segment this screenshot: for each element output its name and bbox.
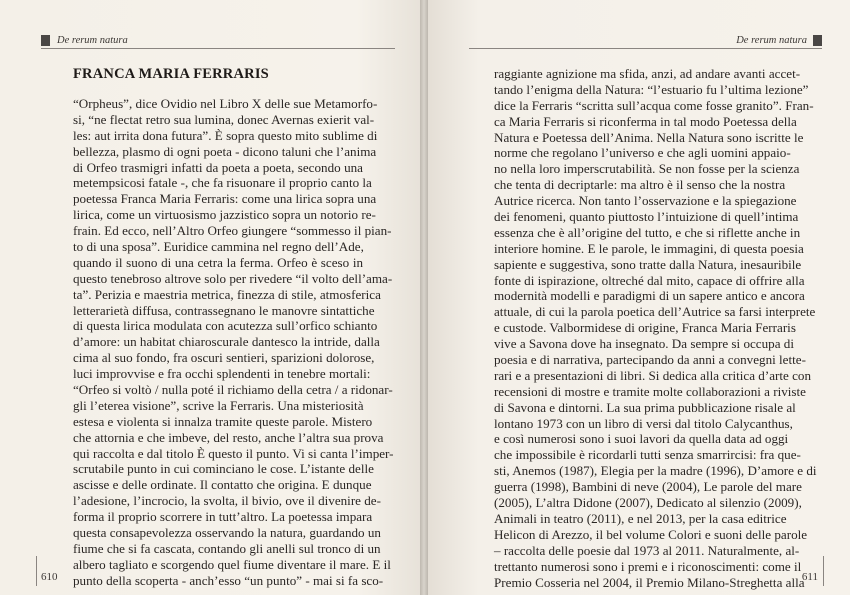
text-line: e custode. Valbormidese di origine, Franca Maria Ferraris [494,320,796,336]
text-line: lontano 1973 con un libro di versi dal titolo Calycanthus, [494,415,793,431]
text-line: punto della scoperta - anch’esso “un punto” - mai si fa sco- [73,572,384,588]
text-line: qui raccolta e dal titolo È questo il punto. Vi si canta l’imper- [73,445,394,461]
text-line: vive a Savona dove ha insegnato. Da sempre si occupa di [494,336,794,352]
text-line: cima al suo fondo, fra oscuri sentieri, sparizioni dolorose, [73,350,375,366]
text-line: questo tenebroso altrove solo per rivedere “il volto dell’ama- [73,270,393,286]
text-line: di Orfeo trasmigri infatti da poeta a poeta, secondo una [73,159,363,175]
text-line: to di una sposa”. Euridice cammina nel regno dell’Ade, [73,239,364,255]
text-line: trettanto numerosi sono i premi e i riconoscimenti: come il [494,558,802,574]
text-line: ta”. Perizia e maestria metrica, finezza di stile, atmosferica [73,286,381,302]
text-line: recensioni di mostre e tramite molte collaborazioni a riviste [494,383,806,399]
text-line: che tenta di decriptarle: ma altro è il senso che la nostra [494,177,786,193]
text-line: guerra (1998), Bambini di neve (2004), Le parole del mare [494,479,802,495]
book-gutter [420,0,428,595]
text-line: dice la Ferraris “scritta sull’acqua come fosse granito”. Fran- [494,97,814,113]
text-line: gli l’eterea visione”, scrive la Ferraris. Una misteriosità [73,397,364,413]
text-line: no nella loro imperscrutabilità. Se non fosse per la scienza [494,161,800,177]
text-line: metempsicosi fatale -, che fa risuonare il proprio canto la [73,175,372,191]
text-line: poesia e di narrativa, partecipando da anni a convegni lette- [494,352,806,368]
text-line: raggiante agnizione ma sfida, anzi, ad andare avanti accet- [494,66,801,81]
text-line: Helicon di Arezzo, il bel volume Colori e suoni delle parole [494,526,808,542]
page-number-left: 610 [41,571,58,583]
text-line: sapiente e suggestiva, sono tratte dalla Natura, inesauribile [494,256,802,272]
running-head-left: De rerum natura [57,35,128,46]
text-line: d’amore: un habitat chiaroscurale dantesco la intride, dalla [73,334,380,350]
text-line: “Orfeo si voltò / nulla poté il richiamo della cetra / a ridonar- [73,382,393,398]
text-line: estesa e violenta si innalza tramite queste parole. Mistero [73,413,373,429]
footer-rule [36,556,37,586]
text-line: che impossibile è ricordarli tutti senza smarrircisi: fra que- [494,447,801,463]
text-line: ca Maria Ferraris si riconferma in tal modo Poetessa della [494,113,797,129]
left-body-text [73,96,394,589]
text-line: questa consapevolezza osservando la natura, guardando un [73,525,381,541]
running-head-right: De rerum natura [736,35,807,46]
text-line: norme che regolano l’universo e che agli uomini appaio- [494,145,791,161]
text-line: Animali in teatro (2011), e nel 2013, per la casa editrice [494,510,787,526]
text-line: forma il proprio scorrere in tutt’altro. La poetessa impara [73,509,373,525]
text-line: di questa lirica modulata con acutezza sull’orfico schianto [73,318,378,334]
text-line: tando l’enigma della Natura: “l’estuario fu l’ultima lezione” [494,81,809,97]
text-line: ascisse e delle ordinate. Il contatto che origina. E dunque [73,477,372,493]
text-line: scrutabile punto in cui cominciano le cose. L’istante delle [73,461,374,477]
text-line: lirica, come un virtuosismo jazzistico sopra un notorio re- [73,207,376,223]
text-line: e così numerosi sono i suoi lavori da quella data ad oggi [494,431,789,447]
text-line: interiore homine. E le parole, le immagini, di questa poesia [494,240,804,256]
left-page [0,0,420,595]
running-head-marker [813,35,822,46]
text-line: si, “ne flectat retro sua lumina, donec Avernas exierit val- [73,111,375,127]
text-line: quando il suono di una cetra la ferma. Orfeo è sceso in [73,254,363,270]
text-line: di Savona e dintorni. La sua prima pubblicazione risale al [494,399,796,415]
page-number-right: 611 [801,571,818,583]
text-line: attuale, di cui la parola poetica dell’Autrice sa farsi interprete [494,304,816,320]
text-line: fiume che si fa cascata, contando gli anelli sul tronco di un [73,540,381,556]
text-line: letterarietà diffusa, contrassegnano le manovre sintattiche [73,302,375,318]
text-line: che attornia e che imbeve, del resto, anche l’altra sua prova [73,429,384,445]
text-line: Natura e Poetessa dell’Anima. Nella Natura sono iscritte le [494,129,804,145]
text-line: frain. Ed ecco, nell’Altro Orfeo giungere “sommesso il pian- [73,223,392,239]
running-head-marker [41,35,50,46]
article-title: FRANCA MARIA FERRARIS [73,66,269,82]
text-line: “Orpheus”, dice Ovidio nel Libro X delle sue Metamorfo- [73,96,378,111]
header-rule [469,48,822,49]
text-line: dei fenomeni, quanto piuttosto l’intuizione di quell’intima [494,209,799,225]
text-line: (2005), L’altra Didone (2007), Dedicato al silenzio (2009), [494,495,802,511]
header-rule [41,48,395,49]
footer-rule [823,556,824,586]
text-line: essenza che è all’origine del tutto, e che si riflette anche in [494,224,801,240]
text-line: Premio Cosseria nel 2004, il Premio Milano-Streghetta alla [494,574,805,590]
text-line: les: aut irrita dona futura”. È sopra questo mito sublime di [73,127,378,143]
text-line: albero tagliato e scorgendo quel fiume diventare il mare. E il [73,556,391,572]
text-line: l’adesione, l’incrocio, la svolta, il bivio, ove il divenire de- [73,493,381,509]
text-line: fonte di ispirazione, oltreché dal mito, capace di offrire alla [494,272,805,288]
text-line: sti, Anemos (1987), Elegia per la madre (1996), D’amore e di [494,463,817,479]
text-line: Autrice ricerca. Non tanto l’osservazione e la spiegazione [494,193,797,209]
text-line: rari e a presentazioni di libri. Si dedica alla critica d’arte con [494,367,812,383]
right-page [428,0,850,595]
text-line: luci improvvise e fra occhi splendenti in tenebre mortali: [73,366,371,382]
text-line: poetessa Franca Maria Ferraris: come una lirica sopra una [73,191,377,207]
text-line: modernità modelli e paradigmi di un sapere antico e ancora [494,288,805,304]
text-line: bellezza, plasmo di ogni poeta - dicono taluni che l’anima [73,143,377,159]
text-line: – raccolta delle poesie dal 1973 al 2011. Naturalmente, al- [494,542,800,558]
